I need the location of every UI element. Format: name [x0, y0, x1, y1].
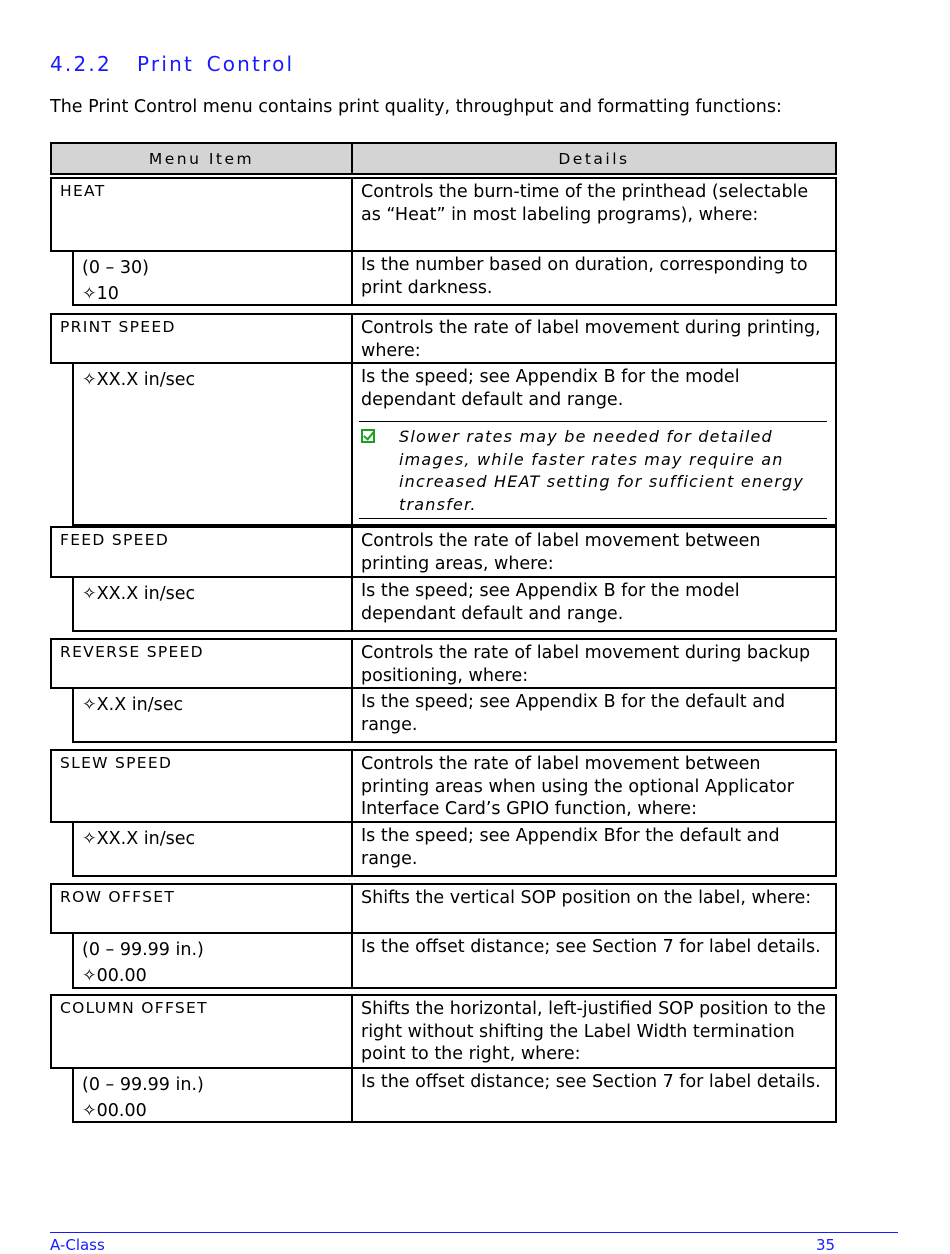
default-slew-speed: ✧XX.X in/sec [82, 829, 196, 849]
setting-print-speed [72, 364, 353, 526]
details-slew-speed: Controls the rate of label movement between printing areas when using the optional Applicator Interface Card’s GPIO function, where: [353, 749, 837, 823]
menu-item-heat: HEAT [50, 177, 353, 252]
setting-feed-speed [72, 578, 353, 632]
table-subrow-feed-speed [72, 578, 837, 632]
default-feed-speed: ✧XX.X in/sec [82, 584, 196, 604]
default-column-offset: ✧00.00 [82, 1101, 147, 1121]
subdetails-column-offset: Is the offset distance; see Section 7 for label details. [353, 1069, 837, 1123]
subdetails-print-speed-cell [353, 364, 837, 526]
range-row-offset: (0 – 99.99 in.) [82, 940, 204, 960]
table-subrow-slew-speed [72, 823, 837, 877]
table-row-column-offset [50, 994, 837, 1069]
header-details: Details [353, 142, 837, 175]
details-feed-speed: Controls the rate of label movement between printing areas, where: [353, 526, 837, 578]
setting-slew-speed [72, 823, 353, 877]
intro-paragraph: The Print Control menu contains print quality, throughput and formatting functions: [50, 97, 782, 117]
table-subrow-reverse-speed [72, 689, 837, 743]
footer-page-number: 35 [816, 1236, 836, 1254]
default-print-speed: ✧XX.X in/sec [82, 370, 196, 390]
header-menu-item: Menu Item [50, 142, 353, 175]
menu-item-slew-speed: SLEW SPEED [50, 749, 353, 823]
menu-item-feed-speed: FEED SPEED [50, 526, 353, 578]
menu-item-print-speed: PRINT SPEED [50, 313, 353, 364]
note-text: Slower rates may be needed for detailed images, while faster rates may require an increased HEAT setting for sufficient energy transfer. [399, 427, 805, 514]
default-reverse-speed: ✧X.X in/sec [82, 695, 184, 715]
table-row-reverse-speed [50, 638, 837, 689]
menu-item-column-offset: COLUMN OFFSET [50, 994, 353, 1069]
footer-product: A-Class [50, 1236, 105, 1254]
details-reverse-speed: Controls the rate of label movement during backup positioning, where: [353, 638, 837, 689]
section-heading [50, 52, 294, 76]
table-row-feed-speed [50, 526, 837, 578]
table-row-slew-speed [50, 749, 837, 823]
table-header [50, 142, 837, 175]
table-row-print-speed [50, 313, 837, 364]
default-heat: ✧10 [82, 284, 119, 304]
setting-row-offset [72, 934, 353, 989]
note-print-speed [359, 421, 827, 519]
setting-heat [72, 252, 353, 306]
subdetails-slew-speed: Is the speed; see Appendix Bfor the default and range. [353, 823, 837, 877]
range-column-offset: (0 – 99.99 in.) [82, 1075, 204, 1095]
table-subrow-column-offset [72, 1069, 837, 1123]
menu-item-reverse-speed: REVERSE SPEED [50, 638, 353, 689]
setting-reverse-speed [72, 689, 353, 743]
default-row-offset: ✧00.00 [82, 966, 147, 986]
section-number: 4.2.2 [50, 52, 112, 76]
subdetails-feed-speed: Is the speed; see Appendix B for the model dependant default and range. [353, 578, 837, 632]
details-column-offset: Shifts the horizontal, left-justified SOP position to the right without shifting the Label Width termination point to the right, where: [353, 994, 837, 1069]
menu-item-row-offset: ROW OFFSET [50, 883, 353, 934]
footer-rule [50, 1232, 898, 1233]
details-heat: Controls the burn-time of the printhead (selectable as “Heat” in most labeling programs), where: [353, 177, 837, 252]
subdetails-heat: Is the number based on duration, corresponding to print darkness. [353, 252, 837, 306]
section-title: Print Control [137, 52, 295, 76]
subdetails-reverse-speed: Is the speed; see Appendix B for the default and range. [353, 689, 837, 743]
table-row-heat [50, 177, 837, 252]
subdetails-row-offset: Is the offset distance; see Section 7 for label details. [353, 934, 837, 989]
green-check-box-icon [361, 429, 375, 443]
subdetails-print-speed: Is the speed; see Appendix B for the model dependant default and range. [361, 367, 740, 410]
table-subrow-row-offset [72, 934, 837, 989]
details-row-offset: Shifts the vertical SOP position on the label, where: [353, 883, 837, 934]
table-row-row-offset [50, 883, 837, 934]
table-subrow-print-speed [72, 364, 837, 526]
details-print-speed: Controls the rate of label movement during printing, where: [353, 313, 837, 364]
setting-column-offset [72, 1069, 353, 1123]
table-subrow-heat [72, 252, 837, 306]
range-heat: (0 – 30) [82, 258, 149, 278]
